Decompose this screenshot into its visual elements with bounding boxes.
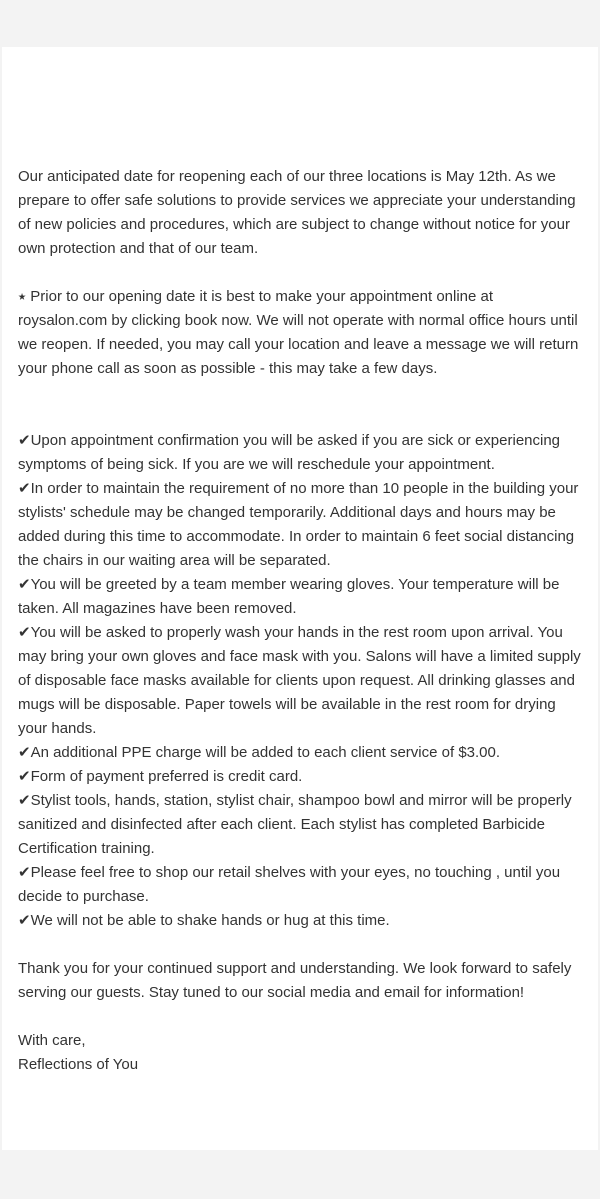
booking-note-paragraph: ⭑ Prior to our opening date it is best to make your appointment online at roysalon.com by clicking book now. We will not operate with normal office hours until we reopen. If needed, you may call your location and leave a message we will return your phone call as soon as possible - this may take a few days. <box>18 288 579 377</box>
checklist-item: ✔Upon appointment confirmation you will be asked if you are sick or experiencing symptoms of being sick. If you are we will reschedule your appointment. <box>18 432 561 473</box>
signature: Reflections of You <box>18 1056 139 1073</box>
checklist-item: ✔Please feel free to shop our retail shelves with your eyes, no touching , until you decide to purchase. <box>18 864 561 905</box>
signoff: With care, <box>18 1032 86 1049</box>
notice-body <box>18 165 584 1077</box>
checklist-item: ✔You will be greeted by a team member wearing gloves. Your temperature will be taken. All magazines have been removed. <box>18 576 560 617</box>
spacer <box>18 381 584 429</box>
spacer <box>18 261 584 285</box>
checklist-item: ✔An additional PPE charge will be added to each client service of $3.00. <box>18 744 501 761</box>
checklist-item: ✔We will not be able to shake hands or hug at this time. <box>18 912 390 929</box>
checklist-item: ✔Form of payment preferred is credit card. <box>18 768 303 785</box>
checklist-item: ✔In order to maintain the requirement of no more than 10 people in the building your stylists' schedule may be changed temporarily. Additional days and hours may be added during this time to accommodate. In order to maintain 6 feet social distancing the chairs in our waiting area will be separated. <box>18 480 579 569</box>
closing-paragraph: Thank you for your continued support and understanding. We look forward to safely serving our guests. Stay tuned to our social media and email for information! <box>18 960 572 1001</box>
notice-card <box>2 47 598 1150</box>
spacer <box>18 933 584 957</box>
spacer <box>18 1005 584 1029</box>
policy-checklist <box>18 429 584 933</box>
intro-paragraph: Our anticipated date for reopening each of our three locations is May 12th. As we prepare to offer safe solutions to provide services we appreciate your understanding of new policies and procedures, which are subject to change without notice for your own protection and that of our team. <box>18 168 576 257</box>
checklist-item: ✔You will be asked to properly wash your hands in the rest room upon arrival. You may bring your own gloves and face mask with you. Salons will have a limited supply of disposable face masks available for clients upon request. All drinking glasses and mugs will be disposable. Paper towels will be available in the rest room for drying your hands. <box>18 624 581 737</box>
checklist-item: ✔Stylist tools, hands, station, stylist chair, shampoo bowl and mirror will be properly sanitized and disinfected after each client. Each stylist has completed Barbicide Certification training. <box>18 792 572 857</box>
